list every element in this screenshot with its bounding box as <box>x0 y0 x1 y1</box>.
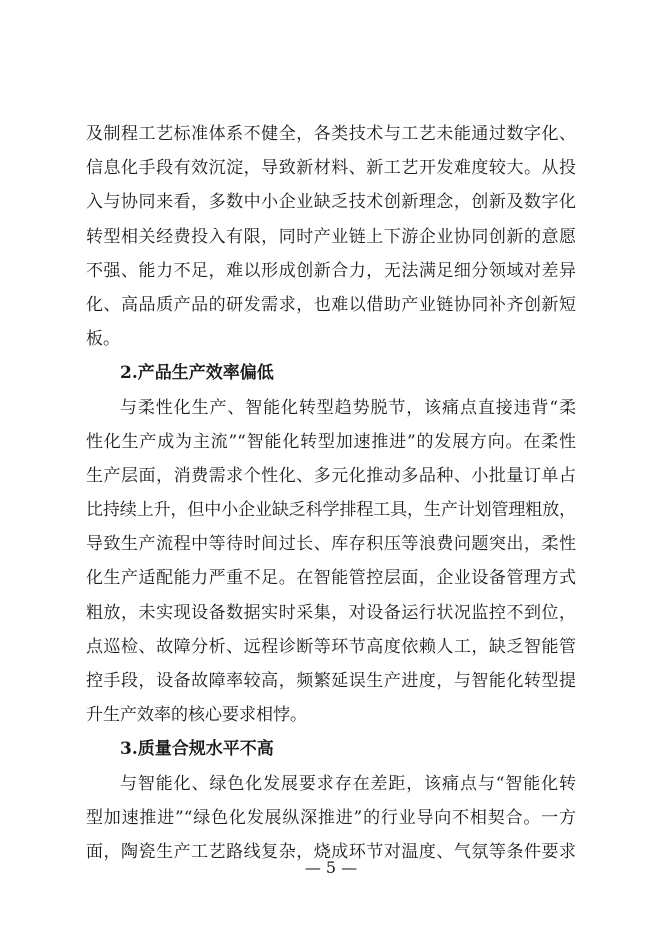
text-line: 及制程工艺标准体系不健全，各类技术与工艺未能通过数字化、 <box>86 124 576 144</box>
page-number: — 5 — <box>304 858 358 877</box>
text-line: 性化生产成为主流”“智能化转型加速推进”的发展方向。在柔性 <box>86 431 576 452</box>
text-line: 导致生产流程中等待时间过长、库存积压等浪费问题突出，柔性 <box>86 534 576 555</box>
text-line: 升生产效率的核心要求相悖。 <box>86 705 307 726</box>
text-line: 入与协同来看，多数中小企业缺乏技术创新理念，创新及数字化 <box>86 192 576 213</box>
text-line: 不强、能力不足，难以形成创新合力，无法满足细分领域对差异 <box>86 260 576 281</box>
paragraph-continued <box>86 117 576 356</box>
text-line: 比持续上升，但中小企业缺乏科学排程工具，生产计划管理粗放， <box>86 500 576 521</box>
text-line: 信息化手段有效沉淀，导致新材料、新工艺开发难度较大。从投 <box>86 158 576 179</box>
document-body <box>86 117 576 869</box>
text-line-indented: 与智能化、绿色化发展要求存在差距，该痛点与“智能化转 <box>120 773 576 794</box>
text-line: 型加速推进”“绿色化发展纵深推进”的行业导向不相契合。一方 <box>86 807 576 828</box>
section-heading-production-efficiency: 2.产品生产效率偏低 <box>120 363 274 384</box>
text-line-indented: 与柔性化生产、智能化转型趋势脱节，该痛点直接违背“柔 <box>120 397 576 418</box>
text-line: 点巡检、故障分析、远程诊断等环节高度依赖人工，缺乏智能管 <box>86 636 576 657</box>
text-line: 化生产适配能力严重不足。在智能管控层面，企业设备管理方式 <box>86 568 576 589</box>
text-line: 面，陶瓷生产工艺路线复杂，烧成环节对温度、气氛等条件要求 <box>86 841 576 862</box>
text-line: 化、高品质产品的研发需求，也难以借助产业链协同补齐创新短 <box>86 294 576 315</box>
text-line: 转型相关经费投入有限，同时产业链上下游企业协同创新的意愿 <box>86 226 576 247</box>
text-line: 板。 <box>86 329 120 350</box>
text-line: 粗放，未实现设备数据实时采集，对设备运行状况监控不到位， <box>86 602 576 623</box>
text-line: 生产层面，消费需求个性化、多元化推动多品种、小批量订单占 <box>86 465 576 486</box>
section-heading-quality-compliance: 3.质量合规水平不高 <box>120 739 274 760</box>
paragraph-production-efficiency <box>86 391 576 733</box>
paragraph-quality-compliance <box>86 767 576 870</box>
text-line: 控手段，设备故障率较高，频繁延误生产进度，与智能化转型提 <box>86 671 576 691</box>
